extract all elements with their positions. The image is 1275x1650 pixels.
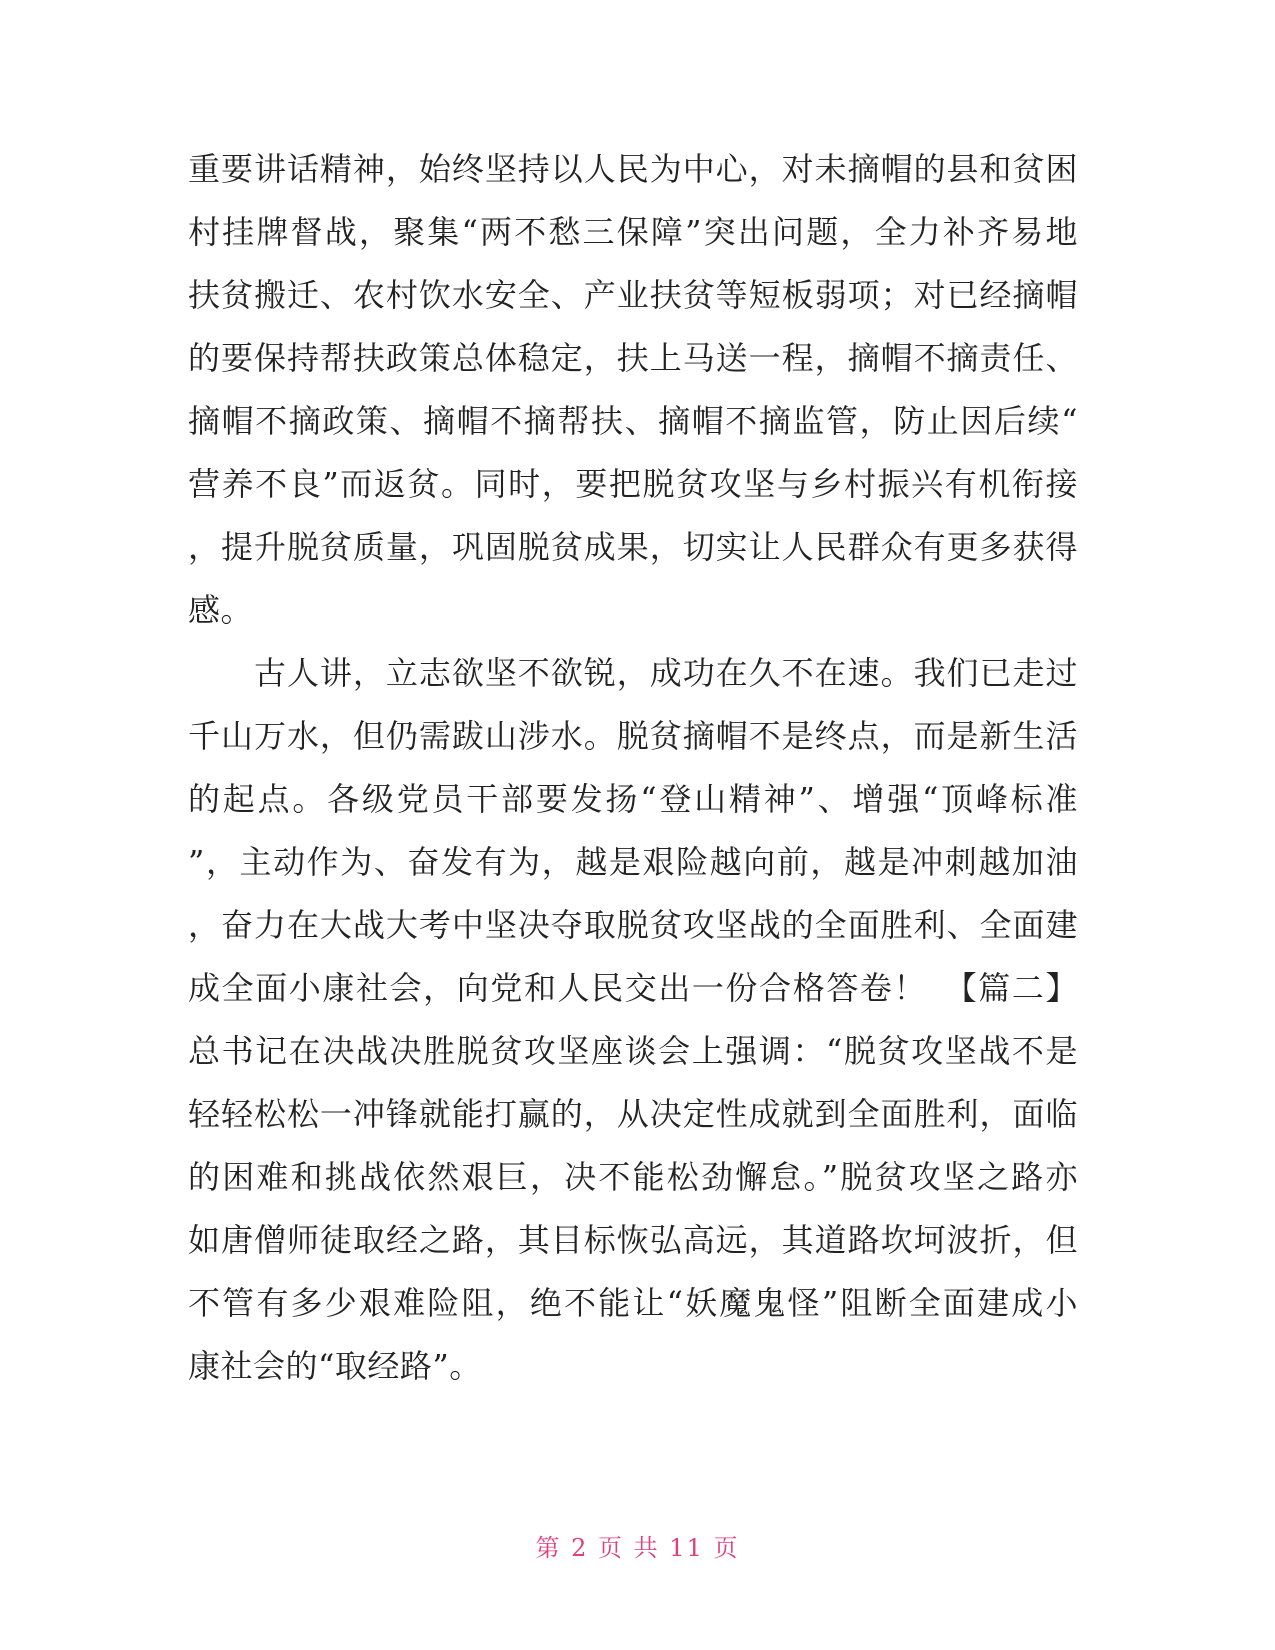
body-text	[188, 138, 1078, 1398]
text-line: 的起点。各级党员干部要发扬“登山精神”、增强“顶峰标准	[188, 780, 1078, 818]
text-line: 的要保持帮扶政策总体稳定，扶上马送一程，摘帽不摘责任、	[188, 339, 1078, 377]
text-line: 总书记在决战决胜脱贫攻坚座谈会上强调：“脱贫攻坚战不是	[188, 1032, 1078, 1070]
text-line: ，提升脱贫质量，巩固脱贫成果，切实让人民群众有更多获得	[188, 528, 1078, 566]
text-line: 营养不良”而返贫。同时，要把脱贫攻坚与乡村振兴有机衔接	[188, 465, 1078, 503]
text-line: 不管有多少艰难险阻，绝不能让“妖魔鬼怪”阻断全面建成小	[188, 1284, 1078, 1322]
text-line: ，奋力在大战大考中坚决夺取脱贫攻坚战的全面胜利、全面建	[188, 906, 1078, 944]
text-line: 的困难和挑战依然艰巨，决不能松劲懈怠。”脱贫攻坚之路亦	[188, 1158, 1078, 1196]
text-line: 感。	[188, 591, 254, 629]
text-line: 轻轻松松一冲锋就能打赢的，从决定性成就到全面胜利，面临	[188, 1095, 1078, 1133]
text-line: 重要讲话精神，始终坚持以人民为中心，对未摘帽的县和贫困	[188, 150, 1078, 188]
text-line: 如唐僧师徒取经之路，其目标恢弘高远，其道路坎坷波折，但	[188, 1221, 1078, 1259]
text-line: 成全面小康社会，向党和人民交出一份合格答卷！ 【篇二】	[188, 969, 1078, 1007]
page-number-footer: 第 2 页 共 11 页	[535, 1534, 740, 1562]
text-line: 扶贫搬迁、农村饮水安全、产业扶贫等短板弱项；对已经摘帽	[188, 276, 1078, 314]
text-line: 摘帽不摘政策、摘帽不摘帮扶、摘帽不摘监管，防止因后续“	[188, 402, 1078, 440]
text-line: 康社会的“取经路”。	[188, 1347, 482, 1385]
text-line: 村挂牌督战，聚集“两不愁三保障”突出问题，全力补齐易地	[188, 213, 1078, 251]
text-line: 千山万水，但仍需跋山涉水。脱贫摘帽不是终点，而是新生活	[188, 717, 1078, 755]
text-line: ”，主动作为、奋发有为，越是艰险越向前，越是冲刺越加油	[188, 843, 1078, 881]
text-line: 古人讲，立志欲坚不欲锐，成功在久不在速。我们已走过	[188, 654, 1078, 692]
